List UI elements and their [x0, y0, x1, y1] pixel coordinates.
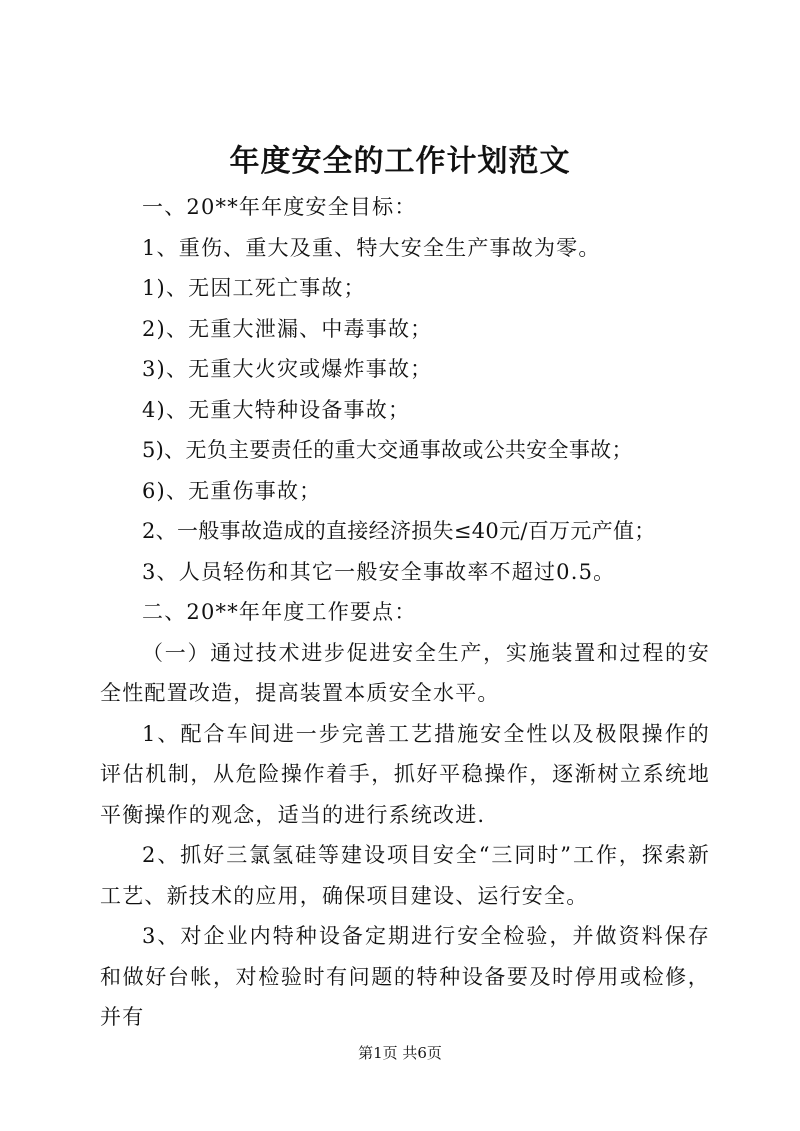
paragraph: 5)、无负主要责任的重大交通事故或公共安全事故；	[142, 438, 633, 462]
document-title: 年度安全的工作计划范文	[229, 144, 571, 179]
paragraph: 3、人员轻伤和其它一般安全事故率不超过0.5。	[142, 559, 616, 584]
page-number-footer: 第1页 共6页	[358, 1044, 442, 1062]
paragraph: 3)、无重大火灾或爆炸事故；	[142, 357, 433, 381]
paragraph: （一）通过技术进步促进安全生产，实施装置和过程的安全性配置改造，提高装置本质安全水平。	[100, 640, 710, 705]
paragraph: 一、20**年年度安全目标：	[142, 195, 417, 219]
document-body	[100, 187, 710, 1038]
paragraph: 二、20**年年度工作要点：	[142, 600, 417, 624]
paragraph: 3、对企业内特种设备定期进行安全检验，并做资料保存和做好台帐，对检验时有问题的特种设备要及时停用或检修，并有	[100, 924, 710, 1029]
paragraph: 6)、无重伤事故；	[142, 478, 322, 503]
paragraph: 1)、无因工死亡事故；	[142, 276, 366, 300]
paragraph: 1、配合车间进一步完善工艺措施安全性以及极限操作的评估机制，从危险操作着手，抓好平稳操作，逐渐树立系统地平衡操作的观念，适当的进行系统改进.	[100, 721, 710, 827]
paragraph: 4)、无重大特种设备事故；	[142, 397, 411, 422]
paragraph: 2、一般事故造成的直接经济损失≤40元/百万元产值；	[142, 519, 656, 543]
paragraph: 1、重伤、重大及重、特大安全生产事故为零。	[142, 235, 601, 260]
paragraph: 2、抓好三氯氢硅等建设项目安全“三同时”工作，探索新工艺、新技术的应用，确保项目建设、运行安全。	[100, 843, 710, 908]
paragraph: 2)、无重大泄漏、中毒事故；	[142, 316, 433, 341]
